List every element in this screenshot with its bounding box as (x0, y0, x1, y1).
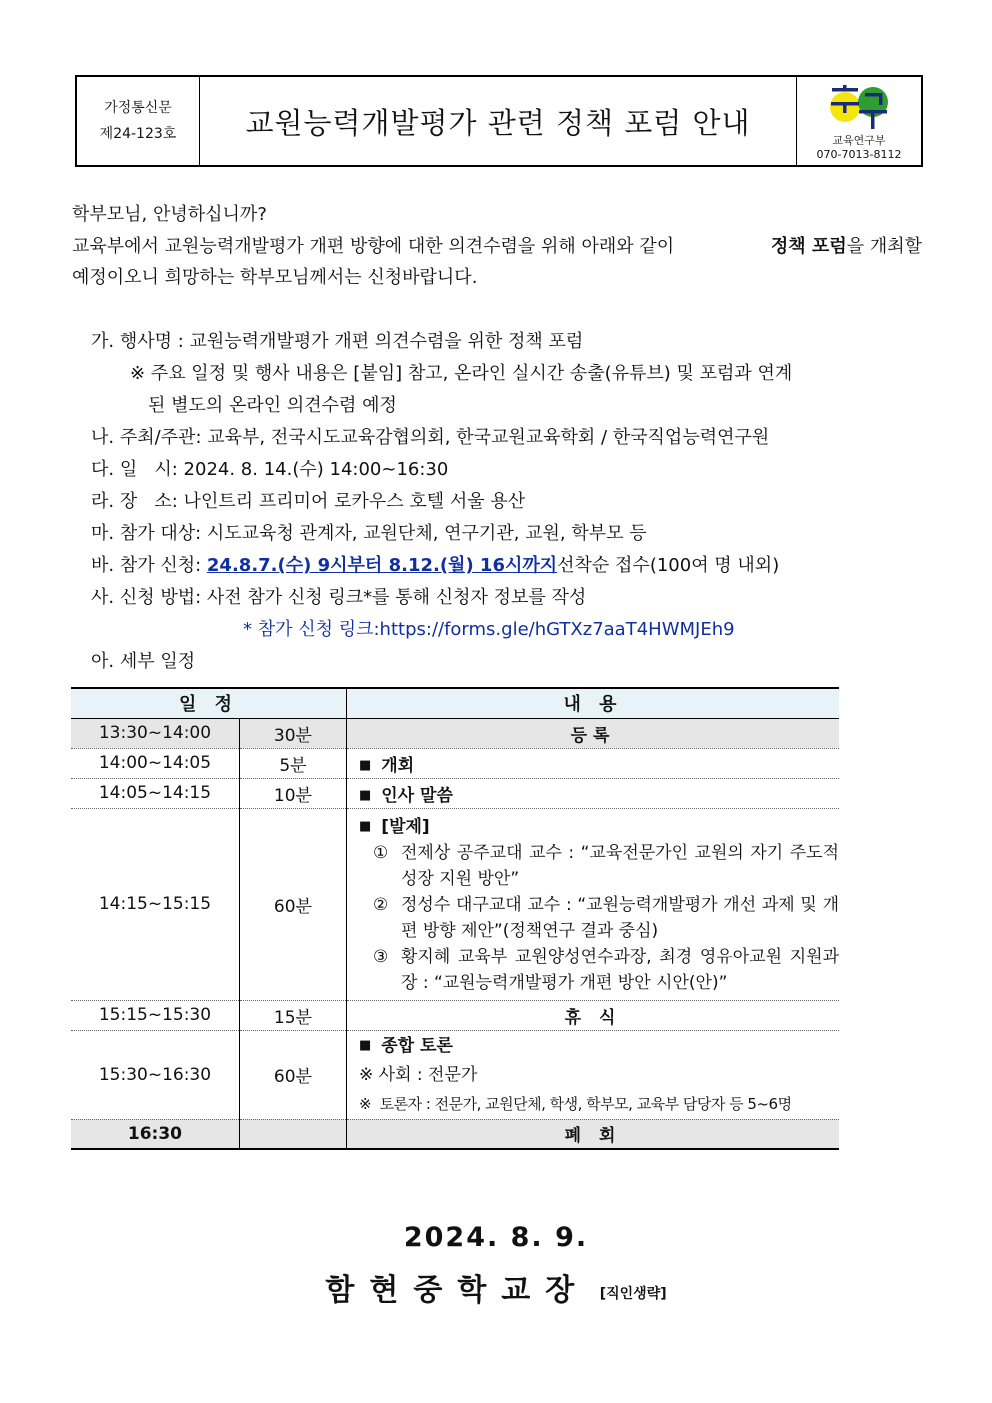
presentation-item (359, 944, 839, 996)
row-duration: 5분 (239, 748, 346, 778)
row-content: 등록 (347, 718, 840, 748)
row-content (347, 808, 840, 1000)
row-content-text: [발제] (381, 817, 430, 837)
intro-text-post: 을 개최할 (846, 236, 922, 257)
notice-number: 제24-123호 (99, 126, 177, 142)
item-event-note-1 (130, 362, 922, 386)
item-registration-label: 바. 참가 신청: (91, 555, 207, 576)
row-content (347, 748, 840, 778)
table-row (71, 778, 839, 808)
table-row (71, 808, 839, 1000)
item-host: 나. 주최/주관: 교육부, 전국시도교육감협의회, 한국교원교육학회 / 한국직업능력연구원 (91, 427, 770, 448)
department-phone: 070-7013-8112 (816, 148, 902, 161)
presentation-text: 정성수 대구교대 교수 : “교원능력개발평가 개선 과제 및 개편 방향 제안”(정책연구 결과 중심) (401, 895, 839, 941)
panelist-note: ※ 토론자 : 전문가, 교원단체, 학생, 학부모, 교육부 담당자 등 5~6명 (359, 1094, 792, 1113)
row-time: 16:30 (71, 1119, 239, 1149)
intro-line-2: 예정이오니 희망하는 학부모님께서는 신청바랍니다. (72, 267, 478, 288)
principal-signature (0, 1265, 992, 1309)
item-event-note-2: 된 별도의 온라인 의견수렴 예정 (148, 395, 397, 416)
item-event-name: 가. 행사명 : 교원능력개발평가 개편 의견수렴을 위한 정책 포럼 (91, 331, 584, 352)
principal-name: 함현중학교장 (325, 1273, 590, 1308)
row-duration: 10분 (239, 778, 346, 808)
row-duration: 15분 (239, 1000, 346, 1030)
bullet-square-icon: ■ (359, 819, 372, 834)
presentation-number: ③ (373, 947, 389, 967)
presentation-text: 전제상 공주교대 교수 : “교육전문가인 교원의 자기 주도적 성장 지원 방안” (401, 843, 839, 889)
department-name: 교육연구부 (832, 134, 886, 147)
item-registration-note: 선착순 접수(100여 명 내외) (557, 555, 780, 576)
school-logo-icon (823, 83, 895, 133)
row-time: 14:00~14:05 (71, 748, 239, 778)
row-content (347, 778, 840, 808)
item-event-note-1-text: ※ 주요 일정 및 행사 내용은 [붙임] 참고, 온라인 실시간 송출(유튜브) 및 포럼과 연계 (130, 363, 793, 384)
greeting: 학부모님, 안녕하십니까? (72, 204, 267, 225)
department-logo-cell (796, 77, 921, 165)
moderator-note: ※ 사회 : 전문가 (359, 1064, 478, 1085)
row-time: 15:30~16:30 (71, 1030, 239, 1119)
schedule-table (71, 687, 839, 1150)
intro-highlight: 정책 포럼 (770, 236, 847, 257)
row-content-text: 종합 토론 (381, 1035, 453, 1056)
notice-header (75, 75, 923, 167)
presentation-text: 황지혜 교육부 교원양성연수과장, 최경 영유아교원 지원과장 : “교원능력개발평가 개편 방안 시안(안)” (401, 947, 839, 993)
item-datetime: 다. 일 시: 2024. 8. 14.(수) 14:00~16:30 (91, 459, 449, 480)
item-schedule-heading: 아. 세부 일정 (91, 651, 196, 672)
row-content-text: 인사 말씀 (381, 785, 453, 806)
table-row (71, 1030, 839, 1119)
row-time: 14:05~14:15 (71, 778, 239, 808)
item-target: 마. 참가 대상: 시도교육청 관계자, 교원단체, 연구기관, 교원, 학부모 등 (91, 523, 647, 544)
seal-note: [직인생략] (599, 1286, 667, 1302)
table-row (71, 1119, 839, 1149)
registration-period: 24.8.7.(수) 9시부터 8.12.(월) 16시까지 (206, 555, 558, 576)
intro-text-pre: 교육부에서 교원능력개발평가 개편 방향에 대한 의견수렴을 위해 아래와 같이 (72, 236, 675, 257)
row-content-text: 개회 (381, 755, 415, 776)
row-duration: 30분 (239, 718, 346, 748)
presentation-item (359, 840, 839, 892)
registration-link[interactable]: * 참가 신청 링크:https://forms.gle/hGTXz7aaT4HWMJEh9 (243, 619, 735, 640)
bullet-square-icon: ■ (359, 787, 372, 803)
bullet-square-icon: ■ (359, 1037, 372, 1053)
table-row (71, 718, 839, 748)
presentation-number: ② (373, 895, 389, 915)
row-duration: 60분 (239, 1030, 346, 1119)
row-duration: 60분 (239, 808, 346, 1000)
page-title: 교원능력개발평가 관련 정책 포럼 안내 (245, 105, 751, 140)
row-time: 13:30~14:00 (71, 718, 239, 748)
intro-line-1 (72, 235, 922, 259)
row-time: 14:15~15:15 (71, 808, 239, 1000)
issue-date: 2024. 8. 9. (403, 1222, 589, 1253)
notice-type: 가정통신문 (104, 100, 172, 116)
table-row (71, 1000, 839, 1030)
row-time: 15:15~15:30 (71, 1000, 239, 1030)
item-registration (91, 554, 779, 578)
row-duration (239, 1119, 346, 1149)
schedule-head-content: 내 용 (347, 688, 840, 718)
item-venue: 라. 장 소: 나인트리 프리미어 로카우스 호텔 서울 용산 (91, 491, 526, 512)
row-content (347, 1030, 840, 1119)
presentation-number: ① (373, 843, 389, 863)
row-content: 휴 식 (347, 1000, 840, 1030)
table-row (71, 748, 839, 778)
row-content: 폐 회 (347, 1119, 840, 1149)
bullet-square-icon: ■ (359, 757, 372, 773)
schedule-head-time: 일 정 (71, 688, 347, 718)
presentation-item (359, 892, 839, 944)
item-method: 사. 신청 방법: 사전 참가 신청 링크*를 통해 신청자 정보를 작성 (91, 587, 587, 608)
notice-number-cell (77, 77, 200, 165)
